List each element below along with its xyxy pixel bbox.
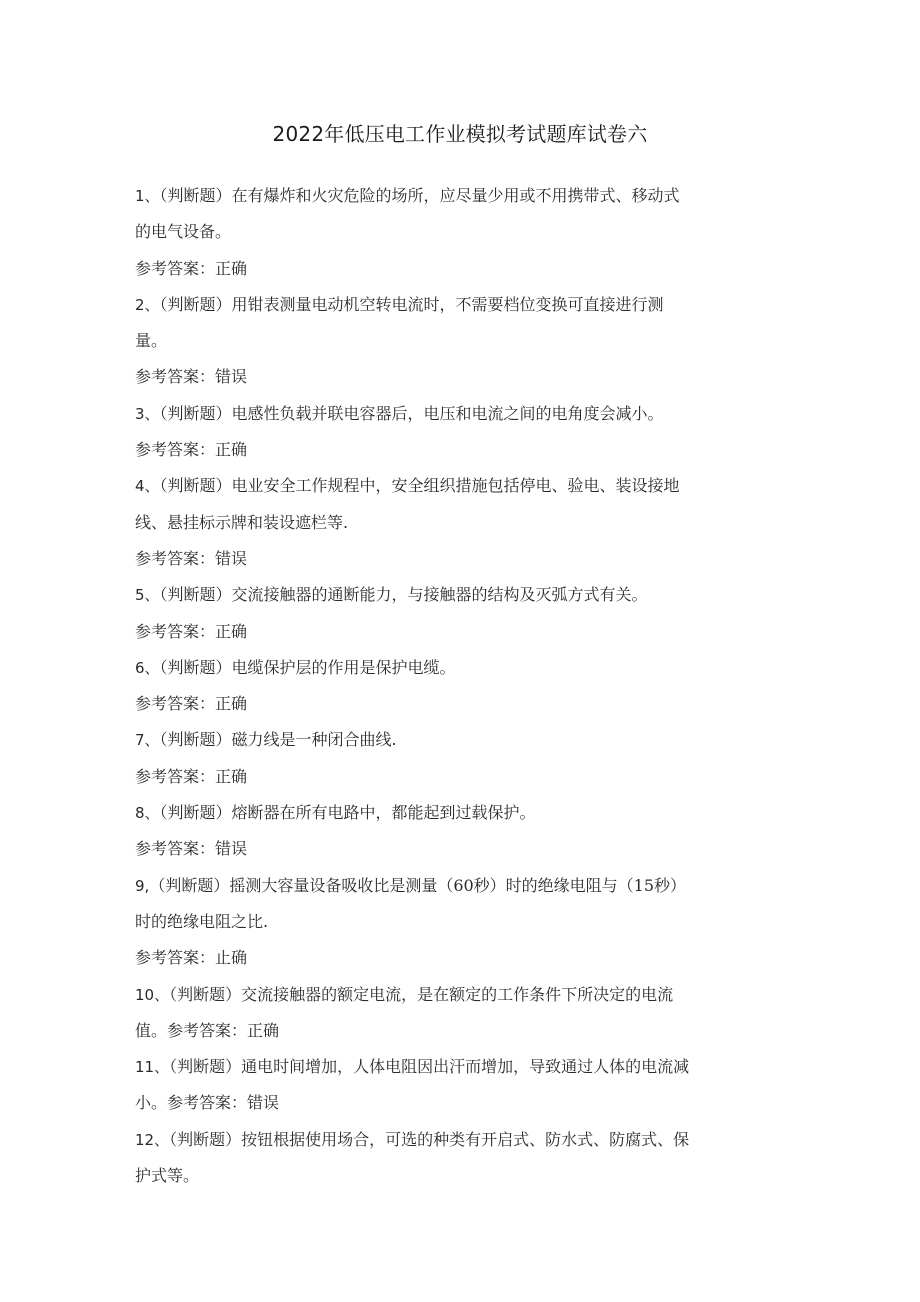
question-3-line-1 bbox=[135, 396, 785, 432]
question-number: 11、 bbox=[135, 1058, 170, 1077]
question-number: 6、 bbox=[135, 658, 160, 677]
answer-4 bbox=[135, 541, 785, 577]
question-number: 12、 bbox=[135, 1130, 170, 1149]
question-4-line-1 bbox=[135, 468, 785, 504]
answer-8 bbox=[135, 831, 785, 867]
question-number: 7、 bbox=[135, 731, 160, 750]
question-text: （判断题）交流接触器的额定电流，是在额定的工作条件下所决定的电流 bbox=[169, 984, 674, 1004]
question-1-line-2 bbox=[135, 214, 785, 250]
answer-text: 参考答案：错误 bbox=[135, 548, 248, 568]
question-number: 10、 bbox=[135, 985, 170, 1004]
question-list bbox=[135, 178, 785, 1194]
question-2-line-1 bbox=[135, 287, 785, 323]
question-9-line-1 bbox=[135, 868, 785, 904]
question-text: 小。参考答案：错误 bbox=[135, 1093, 280, 1113]
question-11-line-1 bbox=[135, 1049, 785, 1085]
question-11-line-2 bbox=[135, 1085, 785, 1121]
question-8-line-1 bbox=[135, 795, 785, 831]
question-text: （判断题）摇测大容量设备吸收比是测量（60秒）时的绝缘电阻与（15秒） bbox=[149, 875, 687, 895]
question-text: （判断题）交流接触器的通断能力，与接触器的结构及灭弧方式有关。 bbox=[159, 585, 648, 605]
question-number: 3、 bbox=[135, 404, 160, 423]
question-2-line-2 bbox=[135, 323, 785, 359]
answer-2 bbox=[135, 359, 785, 395]
answer-7 bbox=[135, 759, 785, 795]
question-text: 量。 bbox=[135, 331, 168, 351]
question-number: 1、 bbox=[135, 187, 160, 205]
answer-9 bbox=[135, 940, 785, 976]
question-number: 5、 bbox=[135, 586, 160, 605]
question-text: （判断题）电感性负载并联电容器后，电压和电流之间的电角度会减小。 bbox=[159, 403, 664, 423]
answer-text: 参考答案：正确 bbox=[135, 621, 248, 641]
question-text: （判断题）用钳表测量电动机空转电流时，不需要档位变换可直接进行测 bbox=[159, 294, 664, 314]
question-text: 时的绝缘电阻之比. bbox=[135, 911, 269, 931]
question-number: 9, bbox=[135, 876, 150, 895]
question-10-line-2 bbox=[135, 1013, 785, 1049]
answer-5 bbox=[135, 614, 785, 650]
answer-1 bbox=[135, 251, 785, 287]
question-number: 4、 bbox=[135, 477, 160, 496]
answer-text: 参考答案：止确 bbox=[135, 948, 248, 968]
question-text: 护式等。 bbox=[135, 1166, 200, 1186]
question-6-line-1 bbox=[135, 650, 785, 686]
answer-text: 参考答案：正确 bbox=[135, 766, 248, 786]
answer-text: 参考答案：正确 bbox=[135, 694, 248, 714]
answer-6 bbox=[135, 686, 785, 722]
question-9-line-2 bbox=[135, 904, 785, 940]
question-7-line-1 bbox=[135, 722, 785, 758]
question-10-line-1 bbox=[135, 977, 785, 1013]
answer-3 bbox=[135, 432, 785, 468]
question-12-line-2 bbox=[135, 1158, 785, 1194]
question-text: 线、悬挂标示牌和装设遮栏等. bbox=[135, 512, 349, 532]
question-text: （判断题）按钮根据使用场合，可选的种类有开启式、防水式、防腐式、保 bbox=[169, 1129, 690, 1149]
question-1-line-1 bbox=[135, 178, 785, 214]
question-text: 值。参考答案：正确 bbox=[135, 1020, 280, 1040]
question-text: （判断题）熔断器在所有电路中，都能起到过载保护。 bbox=[159, 803, 536, 823]
question-text: （判断题）磁力线是一种闭合曲线. bbox=[159, 730, 397, 750]
question-text: 的电气设备。 bbox=[135, 222, 232, 242]
question-number: 8、 bbox=[135, 804, 160, 823]
question-text: （判断题）在有爆炸和火灾危险的场所，应尽量少用或不用携带式、移动式 bbox=[159, 186, 680, 205]
page-title: 2022年低压电工作业模拟考试题库试卷六 bbox=[272, 122, 648, 146]
question-12-line-1 bbox=[135, 1122, 785, 1158]
answer-text: 参考答案：正确 bbox=[135, 258, 248, 278]
question-text: （判断题）通电时间增加，人体电阻因出汗而增加，导致通过人体的电流减 bbox=[169, 1057, 690, 1077]
question-number: 2、 bbox=[135, 295, 160, 314]
question-5-line-1 bbox=[135, 577, 785, 613]
question-text: （判断题）电业安全工作规程中，安全组织措施包括停电、验电、装设接地 bbox=[159, 476, 680, 496]
answer-text: 参考答案：错误 bbox=[135, 839, 248, 859]
answer-text: 参考答案：错误 bbox=[135, 367, 248, 387]
answer-text: 参考答案：正确 bbox=[135, 440, 248, 460]
question-4-line-2 bbox=[135, 505, 785, 541]
question-text: （判断题）电缆保护层的作用是保护电缆。 bbox=[159, 657, 456, 677]
